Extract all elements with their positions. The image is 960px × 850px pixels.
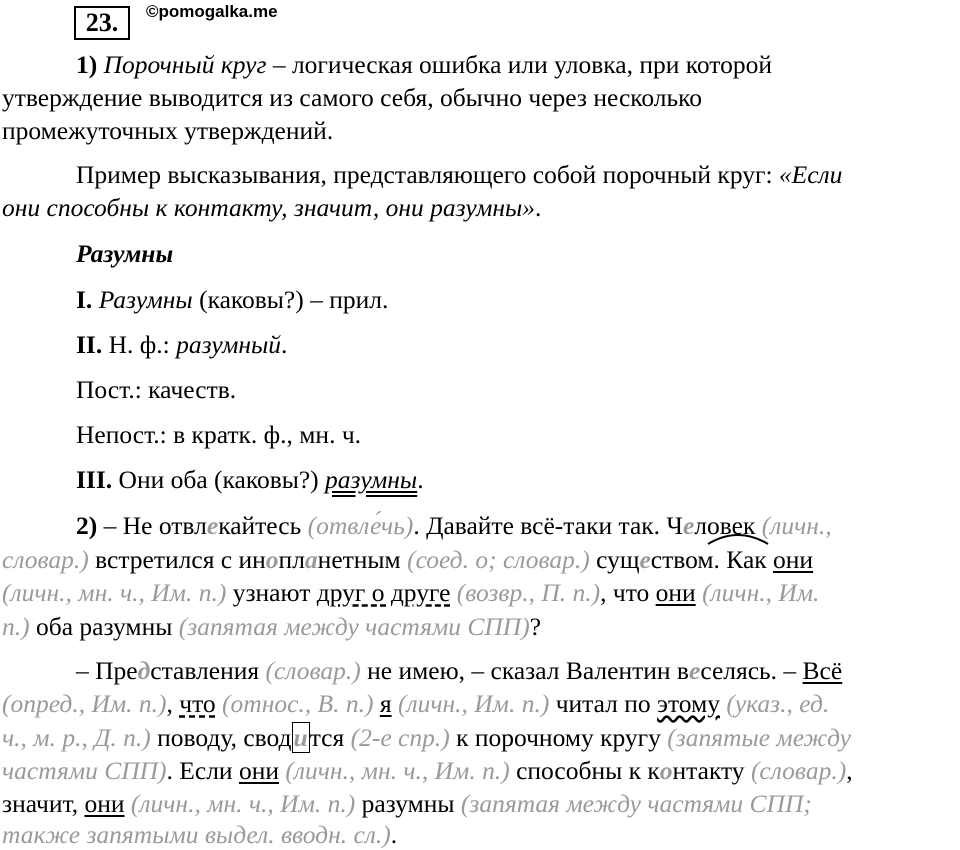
object: друг о друге: [316, 578, 451, 607]
task2-line-10: [2, 820, 397, 850]
text: – Пре: [76, 656, 138, 685]
task2-line-3: [2, 578, 819, 608]
text: поводу, свод: [150, 723, 292, 752]
attribute: этому: [657, 689, 720, 718]
text: . Если: [166, 756, 239, 785]
vowel: е: [206, 511, 219, 540]
consonant: д: [137, 656, 151, 685]
note: (отвле́чь): [307, 511, 414, 540]
text: ством. Как: [650, 545, 774, 574]
text: к порочному кругу: [449, 723, 668, 752]
text: встретился с ин: [88, 545, 266, 574]
subject: они: [238, 756, 279, 785]
constant-features: Пост.: качеств.: [76, 375, 237, 404]
subject: они: [773, 545, 814, 574]
note: (словар.): [265, 656, 361, 685]
note: (указ., ед.: [726, 689, 830, 718]
note: (личн., мн. ч., Им. п.): [130, 789, 356, 818]
subject: они: [84, 789, 125, 818]
step-3-text: Они оба (каковы?): [112, 465, 326, 494]
note: (запятая между частями СПП;: [460, 789, 812, 818]
term: Порочный круг: [103, 50, 267, 79]
text: сущ: [589, 545, 640, 574]
note: (личн., мн. ч., Им. п.): [2, 578, 227, 607]
vowel: а: [304, 545, 318, 574]
subject: я: [379, 689, 392, 718]
text: ловек: [694, 511, 762, 540]
note: (соед. о; словар.): [407, 545, 590, 574]
step-1-text: (каковы?) – прил.: [192, 285, 389, 314]
task2-line-7: [2, 723, 851, 753]
text: .: [390, 820, 398, 849]
text: читал по: [549, 689, 658, 718]
note: (возвр., П. п.): [456, 578, 601, 607]
vowel: е: [688, 656, 701, 685]
task2-line-2: [2, 545, 813, 575]
analyzed-word: Разумны: [98, 285, 193, 314]
text: ,: [846, 756, 853, 785]
note: (личн., Им.: [702, 578, 820, 607]
task2-line-4: [2, 612, 541, 642]
text: пл: [278, 545, 305, 574]
text: значит,: [2, 789, 85, 818]
roman-1: I.: [76, 285, 93, 314]
initial-form: разумный: [176, 330, 282, 359]
item-number: 1): [76, 50, 98, 79]
task2-line-9: [2, 789, 812, 819]
analysis-title: Разумны: [76, 239, 174, 268]
root-arc: [706, 530, 770, 546]
example-quote: они способны к контакту, значит, они разумны»: [2, 193, 536, 222]
text: селясь. –: [700, 656, 803, 685]
note: (опред., Им. п.): [2, 689, 167, 718]
example-line-2: [2, 193, 541, 223]
task2-line-6: [2, 689, 829, 719]
note: (относ., В. п.): [222, 689, 374, 718]
example-line-1: [76, 160, 842, 190]
vowel: о: [265, 545, 279, 574]
text: ,: [166, 689, 180, 718]
text: разумны: [355, 789, 461, 818]
analysis-step-2: [76, 330, 287, 360]
watermark: ©pomogalka.me: [146, 2, 278, 21]
text: , что: [600, 578, 656, 607]
text: узнают: [226, 578, 317, 607]
text: кайтесь: [218, 511, 308, 540]
vowel: е: [682, 511, 695, 540]
definition-line-3: промежуточных утверждений.: [2, 116, 334, 145]
note: словар.): [2, 545, 89, 574]
task2-line-8: [2, 756, 853, 786]
exercise-number: 23.: [74, 6, 130, 40]
analysis-step-3: [76, 465, 424, 495]
text: ставления: [150, 656, 266, 685]
vowel: е: [639, 545, 651, 574]
note: (личн., Им. п.): [397, 689, 550, 718]
note: ч., м. р., Д. п.): [2, 723, 151, 752]
object: что: [179, 689, 216, 718]
text: тся: [309, 723, 351, 752]
item-number-2: 2): [76, 511, 98, 540]
note: также запятыми выдел. вводн. сл.): [2, 820, 391, 849]
subject: Всё: [802, 656, 843, 685]
initial-form-label: Н. ф.:: [102, 330, 177, 359]
period: .: [417, 465, 424, 494]
note: (словар.): [750, 756, 847, 785]
example-period: .: [535, 193, 542, 222]
text: . Давайте всё-таки так. Ч: [413, 511, 683, 540]
text: – Не отвл: [97, 511, 207, 540]
ending-box: и: [293, 723, 308, 752]
text: оба разумны: [29, 612, 179, 641]
note: (2-е спр.): [350, 723, 450, 752]
subject: они: [655, 578, 696, 607]
text: способны к к: [509, 756, 660, 785]
definition-line-1: [76, 50, 772, 80]
text: ?: [529, 612, 542, 641]
text: не имею, – сказал Валентин в: [360, 656, 689, 685]
example-intro: Пример высказывания, представляющего собой порочный круг:: [76, 160, 779, 189]
roman-3: III.: [76, 465, 113, 494]
note: п.): [2, 612, 30, 641]
variable-features: Непост.: в кратк. ф., мн. ч.: [76, 420, 362, 449]
example-quote-start: «Если: [778, 160, 843, 189]
definition-text: – логическая ошибка или уловка, при которой: [266, 50, 772, 79]
task2-line-5: [76, 656, 842, 686]
vowel: о: [659, 756, 673, 785]
note: (личн., мн. ч., Им. п.): [285, 756, 510, 785]
period: .: [281, 330, 288, 359]
text: нтакту: [672, 756, 751, 785]
roman-2: II.: [76, 330, 103, 359]
analysis-step-1: [76, 285, 388, 315]
predicate-word: разумны: [325, 465, 418, 494]
note: (личн.,: [761, 511, 832, 540]
definition-line-2: утверждение выводится из самого себя, обычно через несколько: [2, 83, 702, 112]
note: частями СПП): [2, 756, 167, 785]
text: нетным: [317, 545, 408, 574]
note: (запятая между частями СПП): [178, 612, 530, 641]
note: (запятые между: [667, 723, 851, 752]
